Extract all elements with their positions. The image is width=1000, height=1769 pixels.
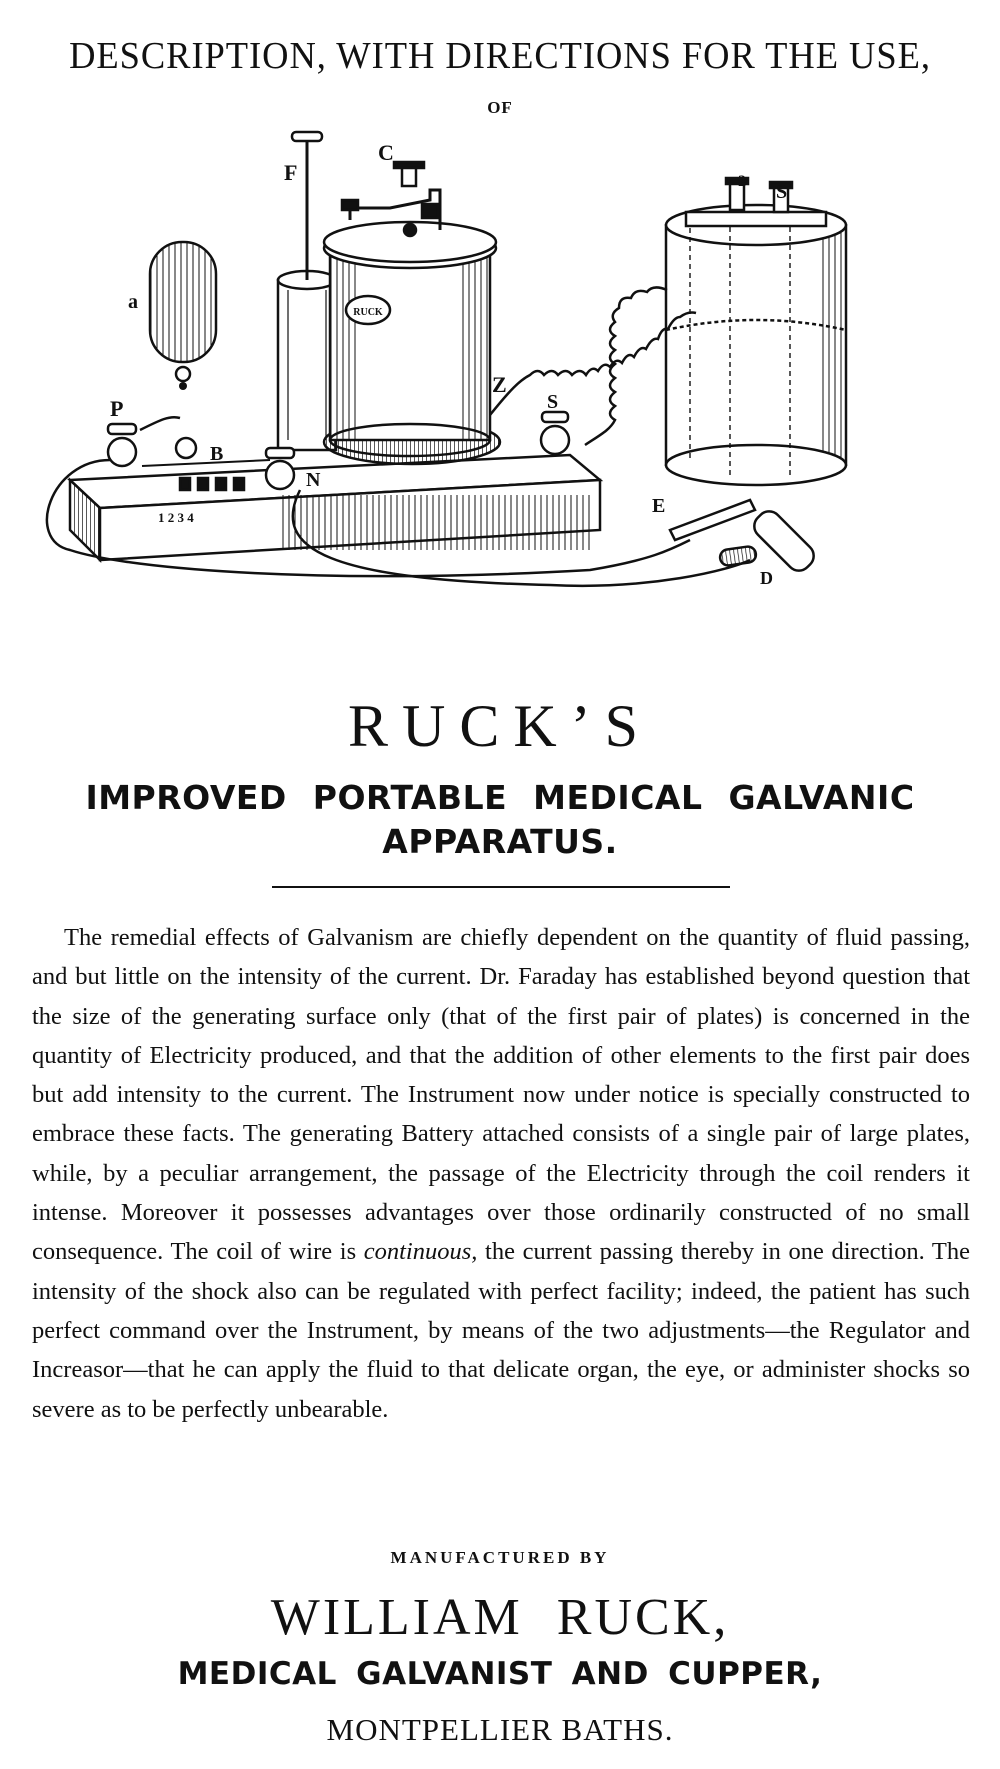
manufactured-by-label: MANUFACTURED BY	[390, 1548, 610, 1567]
label-d: D	[760, 568, 773, 588]
product-title-line-2: APPARATUS.	[382, 822, 618, 861]
brand-name: RUCK’S	[347, 693, 653, 759]
description-emphasis: continuous,	[363, 1238, 478, 1266]
label-f: F	[284, 160, 298, 185]
coil-cylinder	[324, 162, 500, 464]
description-part-2: the current passing thereby in one direction. The intensity of the shock also can be regulated with perfect facility; indeed, the patient has such perfect command over the Instrument, by means of the two adjustments—the Regulator and Increasor—that he can apply the fluid to that delicate organ, the eye, or administer shocks so severe as to be perfectly unbearable.	[32, 1238, 970, 1423]
maker-trade: MEDICAL GALVANIST AND CUPPER,	[177, 1656, 823, 1692]
product-title-line-1: IMPROVED PORTABLE MEDICAL GALVANIC	[85, 778, 915, 817]
galvanic-apparatus-illustration	[30, 130, 970, 670]
label-a: a	[128, 291, 138, 313]
label-s-left: S	[547, 391, 559, 413]
label-c: C	[378, 140, 394, 165]
label-z: Z	[492, 372, 507, 397]
handle-a	[150, 242, 216, 390]
label-p: P	[110, 396, 124, 421]
maker-plate-text: RUCK	[353, 307, 383, 318]
maker-name: WILLIAM RUCK,	[270, 1589, 730, 1646]
header-title: DESCRIPTION, WITH DIRECTIONS FOR THE USE,	[69, 35, 931, 77]
description-part-1: The remedial effects of Galvanism are chiefly dependent on the quantity of fluid passing, and but little on the intensity of the current. Dr. Faraday has established beyond question that the size of the generating surface only (that of the first pair of plates) is concerned in the quantity of Electricity produced, and that the addition of other elements to the first pair does but add intensity to the current. The Instrument now under notice is specially constructed to embrace these facts. The generating Battery attached consists of a single pair of large plates, while, by a peculiar arrangement, the passage of the Electricity through the coil renders it intense. Moreover it possesses advantages over those ordinarily constructed of no small consequence. The coil of wire is	[32, 924, 970, 1266]
label-s-right: S	[776, 181, 788, 203]
header-of: OF	[487, 98, 513, 117]
base-box	[70, 455, 600, 560]
divider-rule	[272, 886, 730, 888]
label-two: 2	[738, 173, 746, 190]
label-n: N	[306, 469, 321, 491]
battery-jar	[666, 178, 846, 485]
description-paragraph	[32, 918, 970, 1429]
label-b: B	[210, 443, 224, 465]
product-title	[60, 776, 940, 864]
label-e: E	[652, 495, 666, 517]
label-numbers: 1 2 3 4	[158, 510, 194, 525]
maker-address: MONTPELLIER BATHS.	[326, 1712, 674, 1747]
directors-e-d	[670, 500, 819, 576]
